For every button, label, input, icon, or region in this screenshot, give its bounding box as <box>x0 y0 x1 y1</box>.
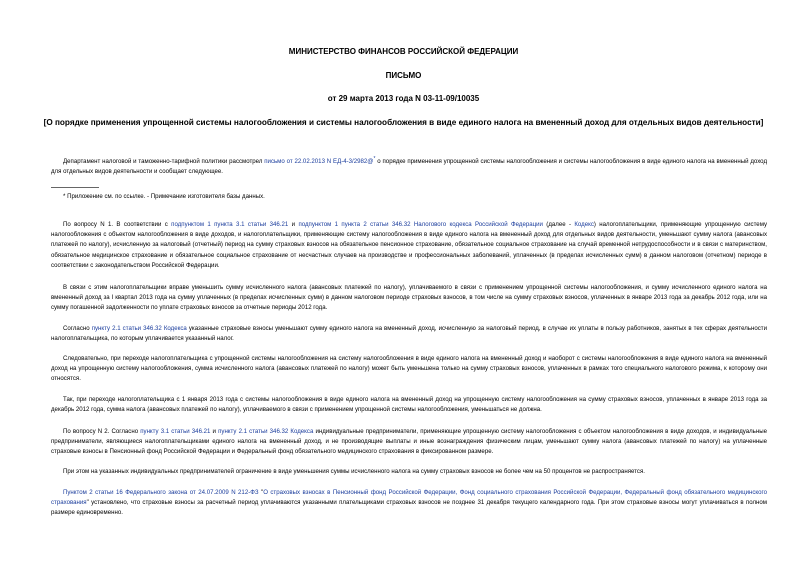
paragraph-federal-law <box>51 488 767 519</box>
footnote <box>51 192 767 201</box>
ministry-heading: МИНИСТЕРСТВО ФИНАНСОВ РОССИЙСКОЙ ФЕДЕРАЦИИ <box>288 47 519 56</box>
text-run: Так, при переходе налогоплательщика с 1 января 2013 года с системы налогообложения в виде единого налога на вмененный доход на упрощенную систему налогообложения на сумму страховых взносов, уплаченных в январе 2013 года за декабрь 2012 года, сумма налога (авансовых платежей по налогу), уплачиваемого в связи с применением упрощенной системы налогообложения, уменьшаться не должна. <box>51 396 767 414</box>
text-run: Согласно <box>63 325 92 332</box>
article-346-21-link[interactable]: подпунктом 1 пункта 3.1 статьи 346.21 <box>171 221 289 228</box>
text-run: При этом на указанных индивидуальных предпринимателей ограничение в виде уменьшения суммы исчисленного налога на сумму страховых взносов не более чем на 50 процентов не распространяется. <box>63 468 645 475</box>
text-run: Департамент налоговой и таможенно-тарифной политики рассмотрел <box>63 158 265 165</box>
text-run: (далее - <box>542 221 575 228</box>
date-number-heading: от 29 марта 2013 года N 03-11-09/10035 <box>327 94 480 103</box>
footnote-marker-link[interactable]: * <box>373 155 376 162</box>
paragraph-question-1 <box>51 220 767 271</box>
paragraph-transition <box>51 395 767 415</box>
text-run: По вопросу N 1. В соответствии с <box>63 221 172 228</box>
letter-link[interactable]: письмо от 22.02.2013 N ЕД-4-3/2982@ <box>264 158 374 165</box>
text-run: указанные страховые взносы уменьшают сумму единого налога на вмененный доход, исчисленную за налоговый период, в случае их уплаты в пользу работников, занятых в тех сферах деятельности налогоплательщика, по которым уплачивается указанный налог. <box>51 325 767 343</box>
footnote-divider <box>51 187 99 188</box>
paragraph-question-2 <box>51 427 767 458</box>
federal-law-link[interactable]: Пунктом 2 статьи 16 Федерального закона от 24.07.2009 N 212-ФЗ <box>63 489 259 496</box>
footnote-text: * Приложение см. по ссылке. - Примечание изготовителя базы данных. <box>63 193 265 200</box>
code-link[interactable]: Кодекс <box>574 221 594 228</box>
paragraph-article-2-1 <box>51 324 767 344</box>
text-run: В связи с этим налогоплательщики вправе уменьшить сумму исчисленного налога (авансовых платежей по налогу), уплачиваемого в связи с применением упрощенной системы налогообложения, и сумму исчисленного единого налога на вмененный доход за I квартал 2013 года на сумму уплаченных (в пределах исчисленных сумм) в данном налоговом периоде страховых взносов, в том числе на сумму страховых взносов, уплаченных в январе 2013 года за декабрь 2012 года, или на сумму погашенной задолженности по уплате страховых взносов за отчетные периоды 2012 года. <box>51 284 767 312</box>
text-run: и <box>288 221 299 228</box>
text-run: " установлено, что страховые взносы за расчетный период уплачиваются указанными плательщиками страховых взносов не позднее 31 декабря текущего календарного года. При этом страховые взносы могут уплачиваться в полном размере единовременно. <box>51 499 767 517</box>
article-346-21-p3-link[interactable]: пункту 3.1 статьи 346.21 <box>140 428 211 435</box>
text-run: о порядке применения упрощенной системы налогообложения и системы налогообложения в виде единого налога на вмененный доход для отдельных видов деятельности и сообщает следующее. <box>51 158 767 176</box>
text-run: и <box>210 428 219 435</box>
paragraph-limit <box>51 467 767 477</box>
text-run: По вопросу N 2. Согласно <box>63 428 141 435</box>
paragraph-reduction <box>51 283 767 314</box>
text-run: " <box>258 489 264 496</box>
article-346-32-p2-link[interactable]: пункту 2.1 статьи 346.32 Кодекса <box>218 428 314 435</box>
doc-type-heading: ПИСЬМО <box>385 71 422 80</box>
article-346-32-link[interactable]: пункту 2.1 статьи 346.32 Кодекса <box>91 325 187 332</box>
text-run: индивидуальные предприниматели, применяющие упрощенную систему налогообложения с объектом налогообложения в виде доходов, и индивидуальные предприниматели, являющиеся налогоплательщиками единого налога на вмененный доход, и не производящие выплаты и иные вознаграждения физическим лицам, уменьшают сумму налога (авансовых платежей по налогу) на уплаченные страховые взносы в Пенсионный фонд Российской Федерации и Федеральный фонд обязательного медицинского страхования в фиксированном размере. <box>51 428 767 456</box>
document-title: [О порядке применения упрощенной системы налогообложения и системы налогообложения в виде единого налога на вмененный доход для отдельных видов деятельности] <box>43 118 764 127</box>
tax-code-link[interactable]: подпунктом 1 пункта 2 статьи 346.32 Налогового кодекса Российской Федерации <box>298 221 543 228</box>
text-run: ) налогоплательщики, применяющие упрощенную систему налогообложения с объектом налогообложения в виде доходов, и налогоплательщики, применяющие систему налогообложения в виде единого налога на вмененный доход для отдельных видов деятельности, уменьшают сумму налога (авансовых платежей по налогу), исчисленную за налоговый (отчетный) период на сумму страховых взносов на обязательное пенсионное страхование, обязательное социальное страхование на случай временной нетрудоспособности и в связи с материнством, обязательное медицинское страхование и обязательное социальное страхование от несчастных случаев на производстве и профессиональных заболеваний, уплаченных (в пределах исчисленных сумм) в данном налоговом (отчетном) периоде в соответствии с законодательством Российской Федерации. <box>51 221 767 269</box>
text-run: Следовательно, при переходе налогоплательщика с упрощенной системы налогообложения на систему налогообложения в виде единого налога на вмененный доход и наоборот с системы налогообложения в виде единого налога на вмененный доход на упрощенную систему налогообложения, сумма исчисленного налога (авансовых платежей по налогу) может быть уменьшена только на сумму страховых взносов, уплаченных в рамках того специального налогового режима, к которому они относятся. <box>51 355 767 383</box>
insurance-law-title-link[interactable]: О страховых взносах в Пенсионный фонд Российской Федерации, Фонд социального страхования Российской Федерации, Федеральный фонд обязательного медицинского страхования <box>51 489 767 507</box>
paragraph-intro <box>51 157 767 177</box>
paragraph-consequently <box>51 354 767 385</box>
